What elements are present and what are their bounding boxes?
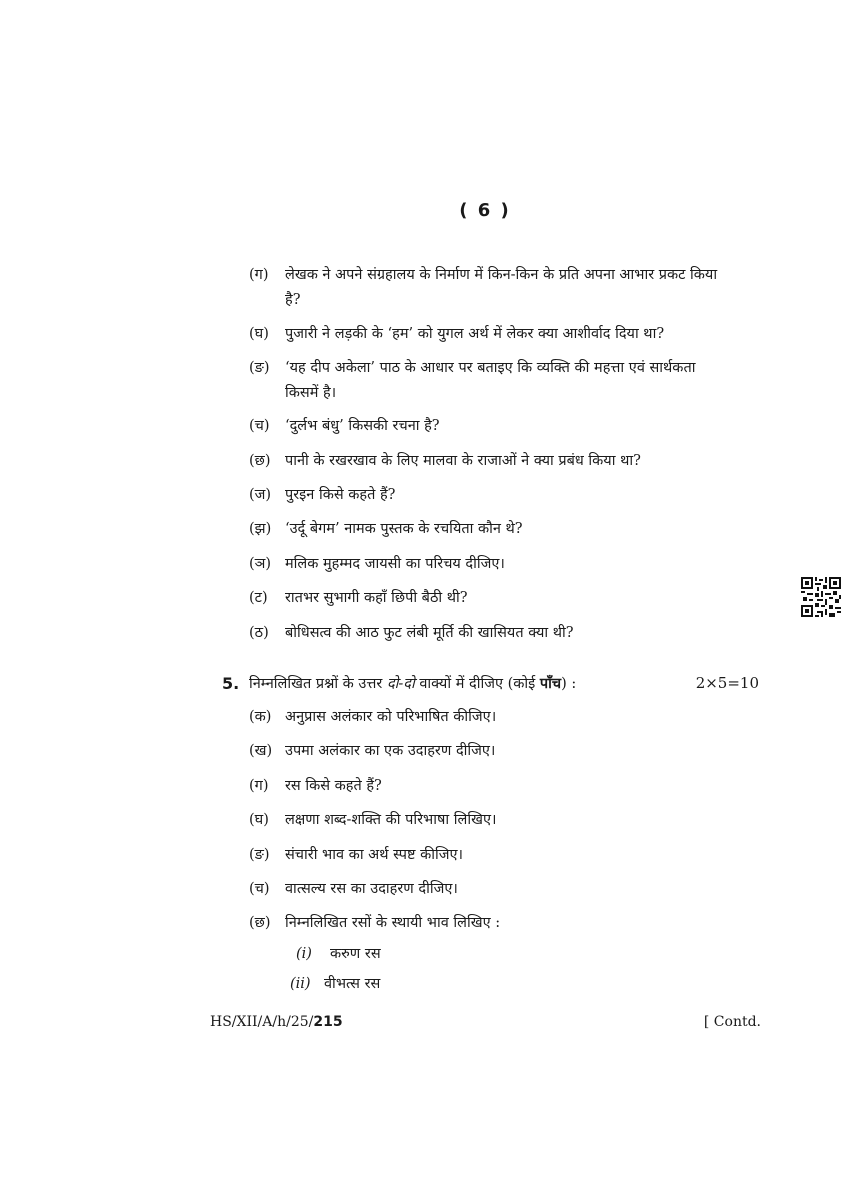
item-text: बोधिसत्व की आठ फुट लंबी मूर्ति की खासियत क्या थी? bbox=[285, 625, 574, 641]
question-instruction bbox=[249, 671, 576, 697]
item-label: (ग) bbox=[249, 778, 269, 794]
item-text: रातभर सुभागी कहाँ छिपी बैठी थी? bbox=[285, 590, 468, 606]
item-text: पुरइन किसे कहते हैं? bbox=[285, 487, 396, 503]
question-number: 5. bbox=[222, 674, 240, 693]
sub-item-label: (i) bbox=[296, 946, 312, 962]
paper-code bbox=[210, 1014, 343, 1030]
item-label: (घ) bbox=[249, 812, 269, 828]
item-label: (छ) bbox=[249, 453, 271, 469]
item-text: ‘उर्दू बेगम’ नामक पुस्तक के रचयिता कौन थे? bbox=[285, 521, 523, 537]
item-text: ‘दुर्लभ बंधु’ किसकी रचना है? bbox=[285, 418, 440, 434]
instruction-text: ) : bbox=[561, 676, 577, 692]
sub-item-text: वीभत्स रस bbox=[324, 976, 381, 992]
qr-code-icon bbox=[801, 577, 841, 617]
page-number: ( 6 ) bbox=[459, 200, 511, 221]
item-label: (ट) bbox=[249, 590, 268, 606]
item-text: लेखक ने अपने संग्रहालय के निर्माण में किन-किन के प्रति अपना आभार प्रकट किया है? bbox=[285, 267, 718, 308]
item-label: (छ) bbox=[249, 915, 271, 931]
item-label: (झ) bbox=[249, 521, 272, 537]
instruction-bold: पाँच bbox=[539, 675, 562, 692]
item-text: वात्सल्य रस का उदाहरण दीजिए। bbox=[285, 881, 458, 897]
item-text: लक्षणा शब्द-शक्ति की परिभाषा लिखिए। bbox=[285, 812, 497, 828]
instruction-text: निम्नलिखित प्रश्नों के उत्तर bbox=[249, 676, 387, 692]
item-label: (ठ) bbox=[249, 625, 269, 641]
item-text: ‘यह दीप अकेला’ पाठ के आधार पर बताइए कि व्यक्ति की महत्ता एवं सार्थकता किसमें है। bbox=[285, 360, 696, 401]
paper-code-number: 215 bbox=[313, 1014, 343, 1030]
item-label: (च) bbox=[249, 881, 270, 897]
item-label: (ख) bbox=[249, 743, 273, 759]
item-label: (ङ) bbox=[249, 847, 270, 863]
instruction-text: वाक्यों में दीजिए (कोई bbox=[414, 676, 540, 692]
sub-item-label: (ii) bbox=[290, 976, 311, 992]
item-label: (ज) bbox=[249, 487, 272, 503]
item-label: (क) bbox=[249, 709, 272, 725]
item-label: (घ) bbox=[249, 326, 269, 342]
item-text: पानी के रखरखाव के लिए मालवा के राजाओं ने क्या प्रबंध किया था? bbox=[285, 453, 641, 469]
sub-item-text: करुण रस bbox=[330, 946, 381, 962]
item-label: (ञ) bbox=[249, 556, 272, 572]
continued-marker: [ Contd. bbox=[703, 1014, 761, 1030]
item-text: मलिक मुहम्मद जायसी का परिचय दीजिए। bbox=[285, 556, 505, 572]
item-text: उपमा अलंकार का एक उदाहरण दीजिए। bbox=[285, 743, 496, 759]
item-text: संचारी भाव का अर्थ स्पष्ट कीजिए। bbox=[285, 847, 464, 863]
item-label: (च) bbox=[249, 418, 270, 434]
item-text: पुजारी ने लड़की के ‘हम’ को युगल अर्थ में लेकर क्या आशीर्वाद दिया था? bbox=[285, 326, 665, 342]
paper-code-prefix: HS/XII/A/h/25/ bbox=[210, 1014, 314, 1030]
item-text: रस किसे कहते हैं? bbox=[285, 778, 382, 794]
item-label: (ङ) bbox=[249, 360, 270, 376]
marks-allocation: 2×5=10 bbox=[695, 674, 759, 692]
item-text: निम्नलिखित रसों के स्थायी भाव लिखिए : bbox=[285, 915, 501, 931]
item-text: अनुप्रास अलंकार को परिभाषित कीजिए। bbox=[285, 709, 497, 725]
item-label: (ग) bbox=[249, 267, 269, 283]
instruction-emphasis: दो-दो bbox=[386, 676, 415, 692]
